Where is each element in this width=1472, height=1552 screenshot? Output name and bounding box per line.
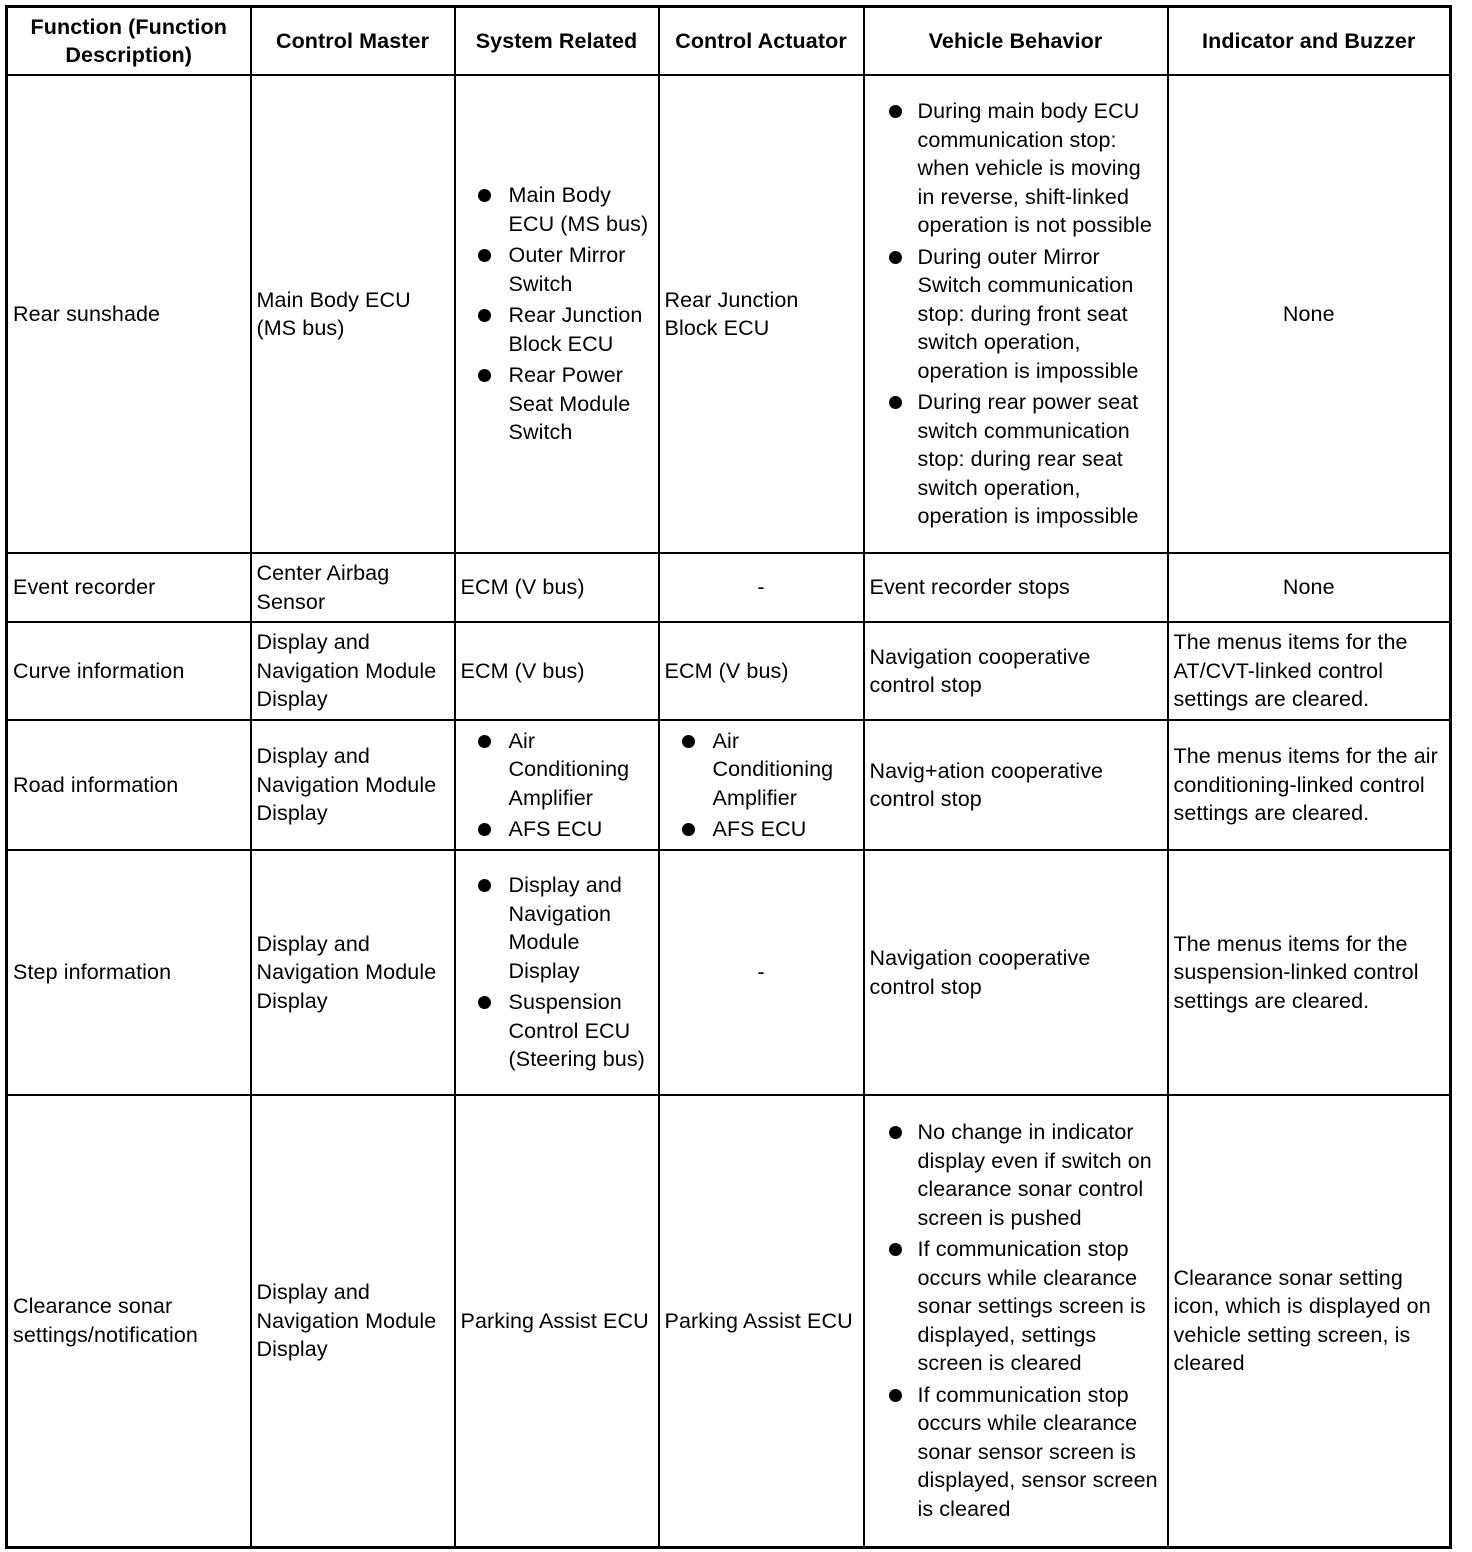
bullet-icon — [478, 249, 491, 262]
bullet-list — [461, 871, 653, 1074]
cell-control-master: Display and Navigation Module Display — [251, 720, 455, 850]
bullet-text: During outer Mirror Switch communication stop: during front seat switch operation, operation is impossible — [917, 244, 1139, 383]
bullet-icon — [478, 189, 491, 202]
bullet-item — [461, 181, 653, 238]
header-indicator-buzzer: Indicator and Buzzer — [1168, 7, 1451, 76]
header-function: Function (Function Description) — [7, 7, 251, 76]
table-row — [7, 553, 1451, 622]
cell-system-related — [455, 720, 659, 850]
cell-control-master: Center Airbag Sensor — [251, 553, 455, 622]
cell-system-related: Parking Assist ECU — [455, 1095, 659, 1547]
header-control-master: Control Master — [251, 7, 455, 76]
bullet-icon — [478, 309, 491, 322]
bullet-icon — [478, 996, 491, 1009]
bullet-item — [870, 1381, 1162, 1524]
bullet-text: AFS ECU — [508, 817, 603, 841]
bullet-icon — [682, 823, 695, 836]
bullet-item — [461, 815, 653, 844]
cell-control-actuator: - — [659, 850, 864, 1095]
bullet-item — [461, 361, 653, 447]
cell-vehicle-behavior — [864, 75, 1168, 553]
bullet-icon — [478, 879, 491, 892]
cell-control-master: Display and Navigation Module Display — [251, 622, 455, 720]
cell-indicator-buzzer: None — [1168, 553, 1451, 622]
cell-indicator-buzzer: The menus items for the suspension-linked control settings are cleared. — [1168, 850, 1451, 1095]
cell-control-master: Main Body ECU (MS bus) — [251, 75, 455, 553]
bullet-item — [461, 727, 653, 813]
cell-system-related: ECM (V bus) — [455, 553, 659, 622]
header-system-related: System Related — [455, 7, 659, 76]
bullet-list — [461, 181, 653, 447]
bullet-text: Air Conditioning Amplifier — [712, 728, 834, 810]
bullet-item — [461, 241, 653, 298]
bullet-text: If communication stop occurs while clearance sonar settings screen is displayed, settings screen is cleared — [917, 1237, 1146, 1376]
bullet-item — [461, 871, 653, 985]
bullet-text: Suspension Control ECU (Steering bus) — [508, 990, 645, 1072]
bullet-item — [870, 243, 1162, 386]
cell-vehicle-behavior: Navig+ation cooperative control stop — [864, 720, 1168, 850]
bullet-item — [870, 97, 1162, 240]
bullet-item — [461, 301, 653, 358]
bullet-icon — [889, 1243, 902, 1256]
cell-function: Step information — [7, 850, 251, 1095]
bullet-text: Air Conditioning Amplifier — [508, 728, 630, 810]
table-row — [7, 1095, 1451, 1547]
cell-indicator-buzzer: The menus items for the air conditioning-linked control settings are cleared. — [1168, 720, 1451, 850]
bullet-text: Display and Navigation Module Display — [508, 873, 622, 983]
bullet-text: If communication stop occurs while clearance sonar sensor screen is displayed, sensor screen is cleared — [917, 1382, 1158, 1521]
bullet-icon — [478, 735, 491, 748]
cell-function: Rear sunshade — [7, 75, 251, 553]
cell-indicator-buzzer: Clearance sonar setting icon, which is displayed on vehicle setting screen, is cleared — [1168, 1095, 1451, 1547]
cell-vehicle-behavior: Navigation cooperative control stop — [864, 850, 1168, 1095]
bullet-list — [870, 97, 1162, 531]
cell-system-related: ECM (V bus) — [455, 622, 659, 720]
bullet-icon — [889, 396, 902, 409]
cell-control-actuator: Rear Junction Block ECU — [659, 75, 864, 553]
header-vehicle-behavior: Vehicle Behavior — [864, 7, 1168, 76]
cell-control-actuator: - — [659, 553, 864, 622]
bullet-icon — [889, 1389, 902, 1402]
cell-system-related — [455, 850, 659, 1095]
cell-indicator-buzzer: The menus items for the AT/CVT-linked control settings are cleared. — [1168, 622, 1451, 720]
table-row — [7, 622, 1451, 720]
cell-control-master: Display and Navigation Module Display — [251, 850, 455, 1095]
cell-control-actuator — [659, 720, 864, 850]
bullet-list — [461, 727, 653, 844]
table-row — [7, 75, 1451, 553]
table-row — [7, 850, 1451, 1095]
bullet-icon — [478, 369, 491, 382]
bullet-icon — [889, 251, 902, 264]
bullet-item — [665, 815, 858, 844]
cell-control-actuator: ECM (V bus) — [659, 622, 864, 720]
cell-function: Clearance sonar settings/notification — [7, 1095, 251, 1547]
cell-function: Curve information — [7, 622, 251, 720]
cell-function: Event recorder — [7, 553, 251, 622]
cell-system-related — [455, 75, 659, 553]
header-row — [7, 7, 1451, 76]
bullet-item — [461, 988, 653, 1074]
bullet-text: No change in indicator display even if switch on clearance sonar control screen is pushed — [917, 1120, 1152, 1230]
bullet-list — [665, 727, 858, 844]
bullet-text: Main Body ECU (MS bus) — [508, 183, 649, 236]
cell-vehicle-behavior — [864, 1095, 1168, 1547]
bullet-text: Outer Mirror Switch — [508, 243, 626, 296]
cell-vehicle-behavior: Event recorder stops — [864, 553, 1168, 622]
bullet-icon — [478, 823, 491, 836]
bullet-item — [870, 1118, 1162, 1232]
bullet-icon — [682, 735, 695, 748]
bullet-text: During rear power seat switch communication stop: during rear seat switch operation, operation is impossible — [917, 390, 1139, 529]
cell-control-actuator: Parking Assist ECU — [659, 1095, 864, 1547]
bullet-list — [870, 1118, 1162, 1523]
table-row — [7, 720, 1451, 850]
header-control-actuator: Control Actuator — [659, 7, 864, 76]
function-table — [5, 5, 1452, 1549]
cell-indicator-buzzer: None — [1168, 75, 1451, 553]
bullet-item — [870, 388, 1162, 531]
bullet-text: Rear Junction Block ECU — [508, 303, 643, 356]
cell-control-master: Display and Navigation Module Display — [251, 1095, 455, 1547]
bullet-text: Rear Power Seat Module Switch — [508, 363, 631, 445]
bullet-item — [665, 727, 858, 813]
bullet-text: During main body ECU communication stop: when vehicle is moving in reverse, shift-linked operation is not possible — [917, 99, 1152, 238]
bullet-item — [870, 1235, 1162, 1378]
bullet-icon — [889, 105, 902, 118]
cell-function: Road information — [7, 720, 251, 850]
bullet-icon — [889, 1126, 902, 1139]
cell-vehicle-behavior: Navigation cooperative control stop — [864, 622, 1168, 720]
bullet-text: AFS ECU — [712, 817, 807, 841]
